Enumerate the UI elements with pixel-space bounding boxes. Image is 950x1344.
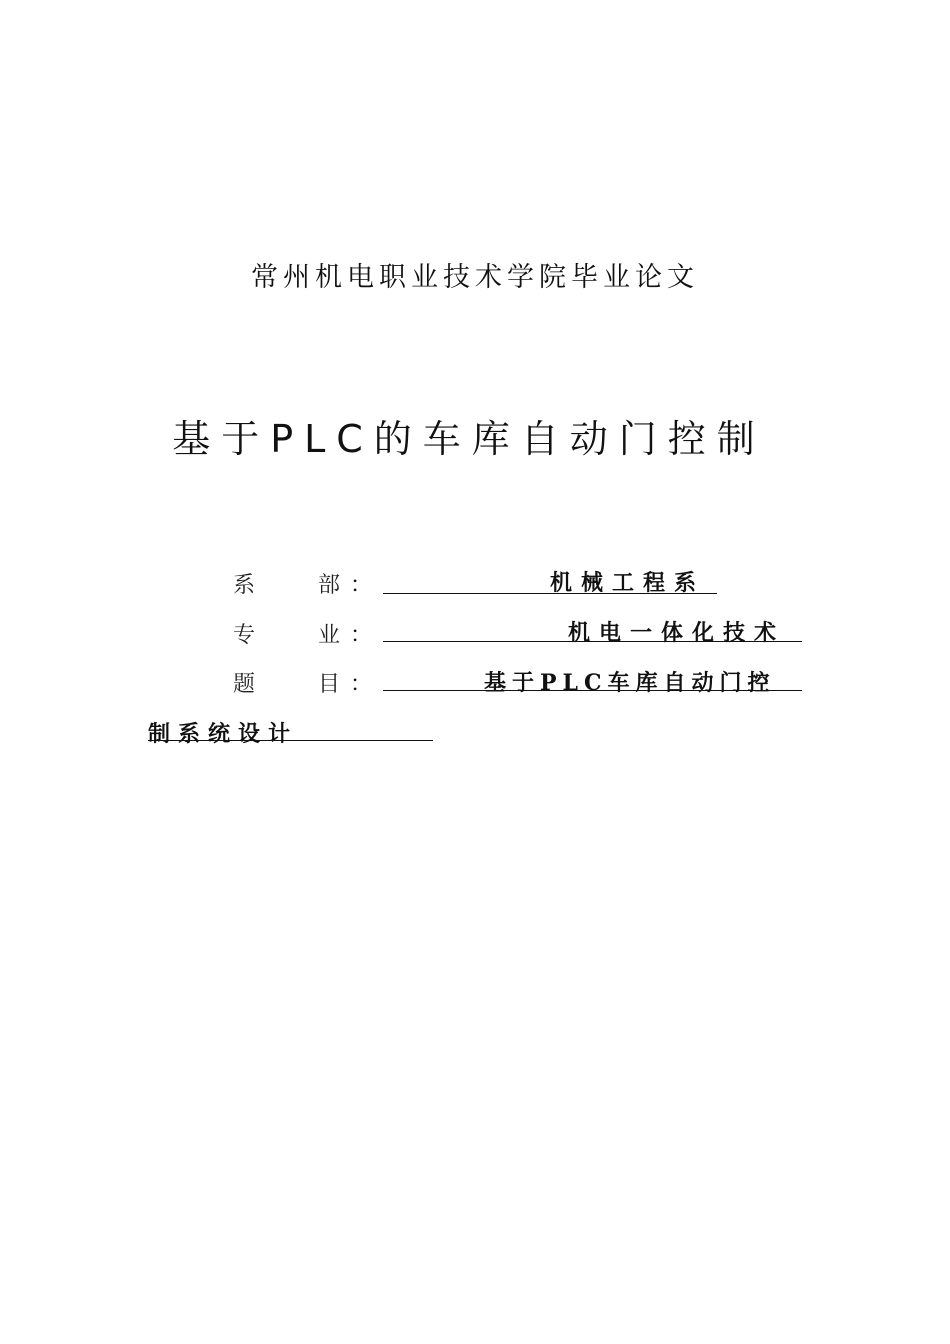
department-label-char-2: 部: [318, 573, 341, 598]
topic-underline-1: [383, 690, 802, 691]
topic-colon: ：: [350, 672, 373, 697]
major-colon: ：: [350, 623, 373, 648]
topic-label-char-2: 目: [318, 672, 341, 697]
major-label-char-1: 专: [233, 623, 256, 648]
major-label-char-2: 业: [318, 623, 341, 648]
topic-label-char-1: 题: [233, 672, 256, 697]
department-label-char-1: 系: [233, 573, 256, 598]
institution-header: 常州机电职业技术学院毕业论文: [251, 262, 699, 293]
major-value: 机电一体化技术: [568, 620, 786, 646]
department-colon: ：: [350, 573, 373, 598]
department-value: 机械工程系: [550, 570, 706, 596]
topic-value-line-1: 基于PLC车库自动门控: [484, 670, 776, 696]
topic-value-line-2: 制系统设计: [148, 721, 299, 747]
department-underline: [383, 593, 717, 594]
thesis-title: 基于PLC的车库自动门控制: [172, 417, 766, 461]
major-underline: [383, 641, 802, 642]
topic-underline-2: [148, 740, 433, 741]
